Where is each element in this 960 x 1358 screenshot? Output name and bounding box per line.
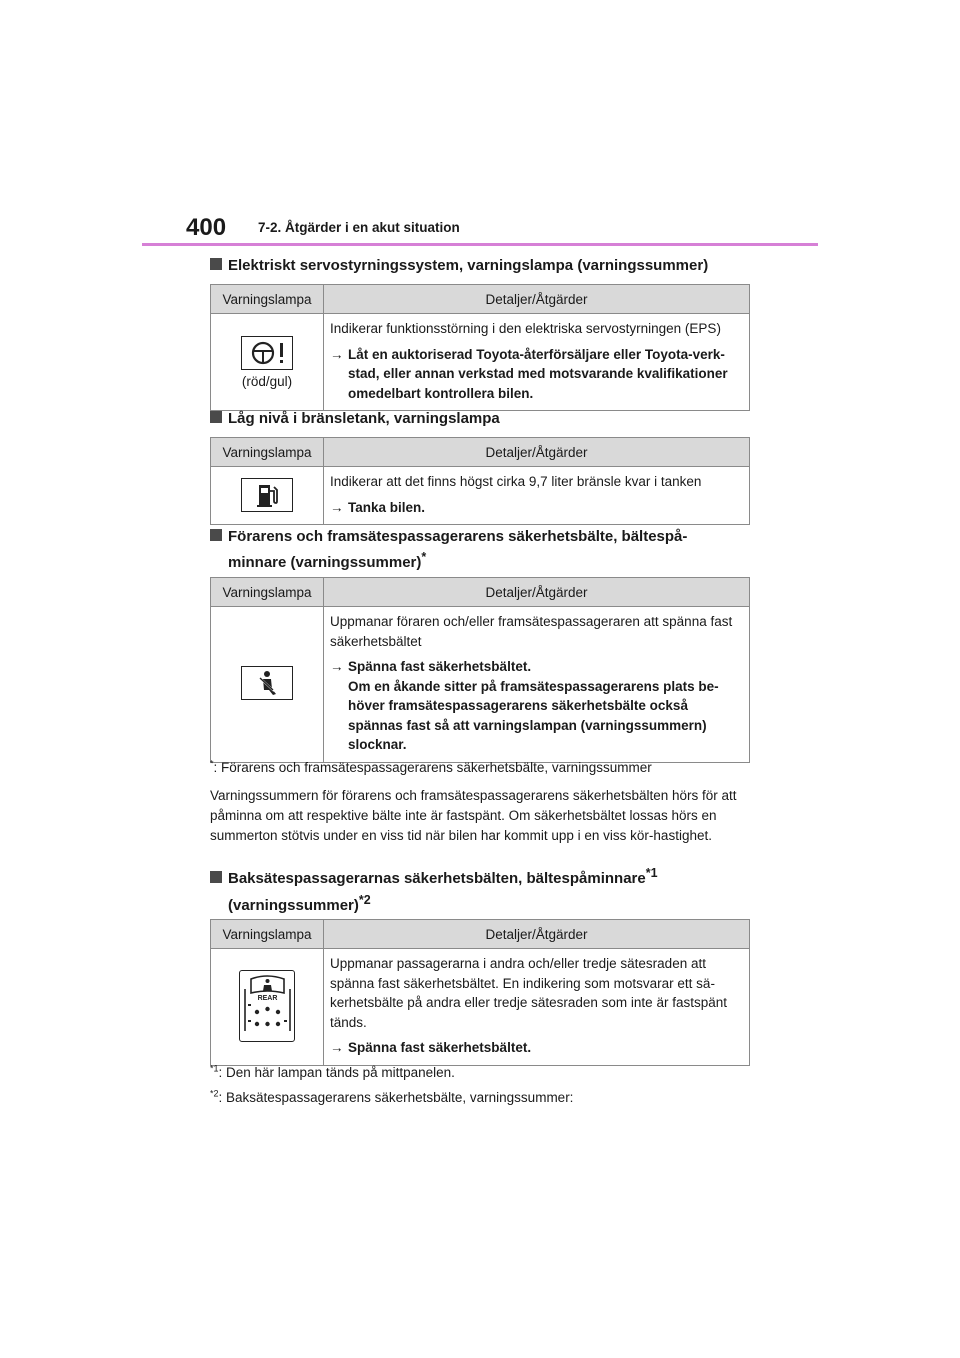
column-header-details: Detaljer/Åtgärder bbox=[324, 578, 750, 607]
section-title-front-seatbelt: Förarens och framsätespassagerarens säkerhetsbälte, bältespå- minnare (varningssummer)* bbox=[210, 526, 687, 574]
fuel-warning-table bbox=[210, 437, 750, 525]
seatbelt-icon bbox=[241, 666, 293, 700]
steering-warning-icon bbox=[241, 336, 293, 370]
section-bullet-icon bbox=[210, 871, 222, 883]
section-bullet-icon bbox=[210, 529, 222, 541]
section-title-rear-seatbelt: Baksätespassagerarnas säkerhetsbälten, bältespåminnare$^{*1}$ (varningssummer)$^{*2}$ bbox=[210, 868, 658, 917]
action-item bbox=[330, 657, 743, 755]
column-header-lamp: Varningslampa bbox=[211, 285, 324, 314]
section-bullet-icon bbox=[210, 258, 222, 270]
details-cell bbox=[324, 467, 750, 525]
details-cell bbox=[324, 607, 750, 763]
lamp-cell bbox=[211, 607, 324, 763]
footnote-1: $^{*1}$: Den här lampan tänds på mittpanelen. bbox=[210, 1063, 455, 1080]
lamp-color-label: (röd/gul) bbox=[241, 373, 293, 389]
fuel-pump-icon bbox=[241, 478, 293, 512]
chapter-title: 7-2. Åtgärder i en akut situation bbox=[258, 220, 460, 235]
action-item bbox=[330, 345, 743, 404]
lamp-cell bbox=[211, 467, 324, 525]
arrow-icon: → bbox=[330, 1040, 344, 1055]
rear-seatbelt-icon bbox=[239, 970, 295, 1042]
details-cell bbox=[324, 949, 750, 1066]
action-text: Spänna fast säkerhetsbältet. bbox=[348, 1040, 532, 1055]
action-text: Tanka bilen. bbox=[348, 499, 426, 515]
arrow-icon: → bbox=[330, 499, 344, 515]
details-cell bbox=[324, 314, 750, 411]
section-bullet-icon bbox=[210, 411, 222, 423]
header-rule bbox=[142, 243, 818, 246]
front-seatbelt-table bbox=[210, 577, 750, 763]
arrow-icon: → bbox=[330, 659, 344, 674]
footnote-2: $^{*2}$: Baksätespassagerarens säkerhetsbälte, varningssummer: bbox=[210, 1088, 574, 1105]
description: Indikerar funktionsstörning i den elektriska servostyrningen (EPS) bbox=[330, 321, 721, 336]
column-header-details: Detaljer/Åtgärder bbox=[324, 920, 750, 949]
action-item bbox=[330, 1038, 743, 1058]
column-header-details: Detaljer/Åtgärder bbox=[324, 285, 750, 314]
section-title-eps: Elektriskt servostyrningssystem, varningslampa (varningssummer) bbox=[210, 255, 708, 277]
section-title-fuel: Låg nivå i bränsletank, varningslampa bbox=[210, 408, 500, 430]
description: Indikerar att det finns högst cirka 9,7 liter bränsle kvar i tanken bbox=[330, 474, 702, 489]
rear-seatbelt-table bbox=[210, 919, 750, 1066]
column-header-lamp: Varningslampa bbox=[211, 578, 324, 607]
body-paragraph: Varningssummern för förarens och framsätespassagerarens säkerhetsbälten hörs för att påminna om att respektive bälte inte är fastspänt. Om säkerhetsbältet lossas hörs en summerton stötvis under en viss tid när bilen har kommit upp i en viss kör-hastighet. bbox=[210, 788, 737, 843]
footnote-star: *: Förarens och framsätespassagerarens säkerhetsbälte, varningssummer bbox=[210, 758, 652, 775]
eps-warning-table bbox=[210, 284, 750, 411]
action-text: Spänna fast säkerhetsbältet. bbox=[348, 659, 532, 674]
action-text: Låt en auktoriserad Toyota-återförsäljare eller Toyota-verk-stad, eller annan verkstad med motsvarande kvalifikationer omedelbart kontrollera bilen. bbox=[348, 346, 728, 401]
description: Uppmanar föraren och/eller framsätespassageraren att spänna fast säkerhetsbältet bbox=[330, 614, 733, 649]
description: Uppmanar passagerarna i andra och/eller tredje sätesraden att spänna fast säkerhetsbältet. En indikering som motsvarar ett sä-kerhetsbälte på andra eller tredje sätesraden som inte är fastspänt tänds. bbox=[330, 956, 727, 1030]
lamp-cell bbox=[211, 949, 324, 1066]
column-header-lamp: Varningslampa bbox=[211, 438, 324, 467]
page-number: 400 bbox=[186, 214, 227, 241]
arrow-icon: → bbox=[330, 346, 344, 362]
action-item bbox=[330, 498, 743, 518]
action-text-detail: Om en åkande sitter på framsätespassagerarens plats be-höver framsätespassagerarens säkerhetsbälte också spännas fast så att varningslampan (varningssummern) slocknar. bbox=[348, 678, 719, 752]
rear-icon-text: REAR bbox=[257, 995, 277, 1003]
lamp-cell bbox=[211, 314, 324, 411]
column-header-details: Detaljer/Åtgärder bbox=[324, 438, 750, 467]
column-header-lamp: Varningslampa bbox=[211, 920, 324, 949]
